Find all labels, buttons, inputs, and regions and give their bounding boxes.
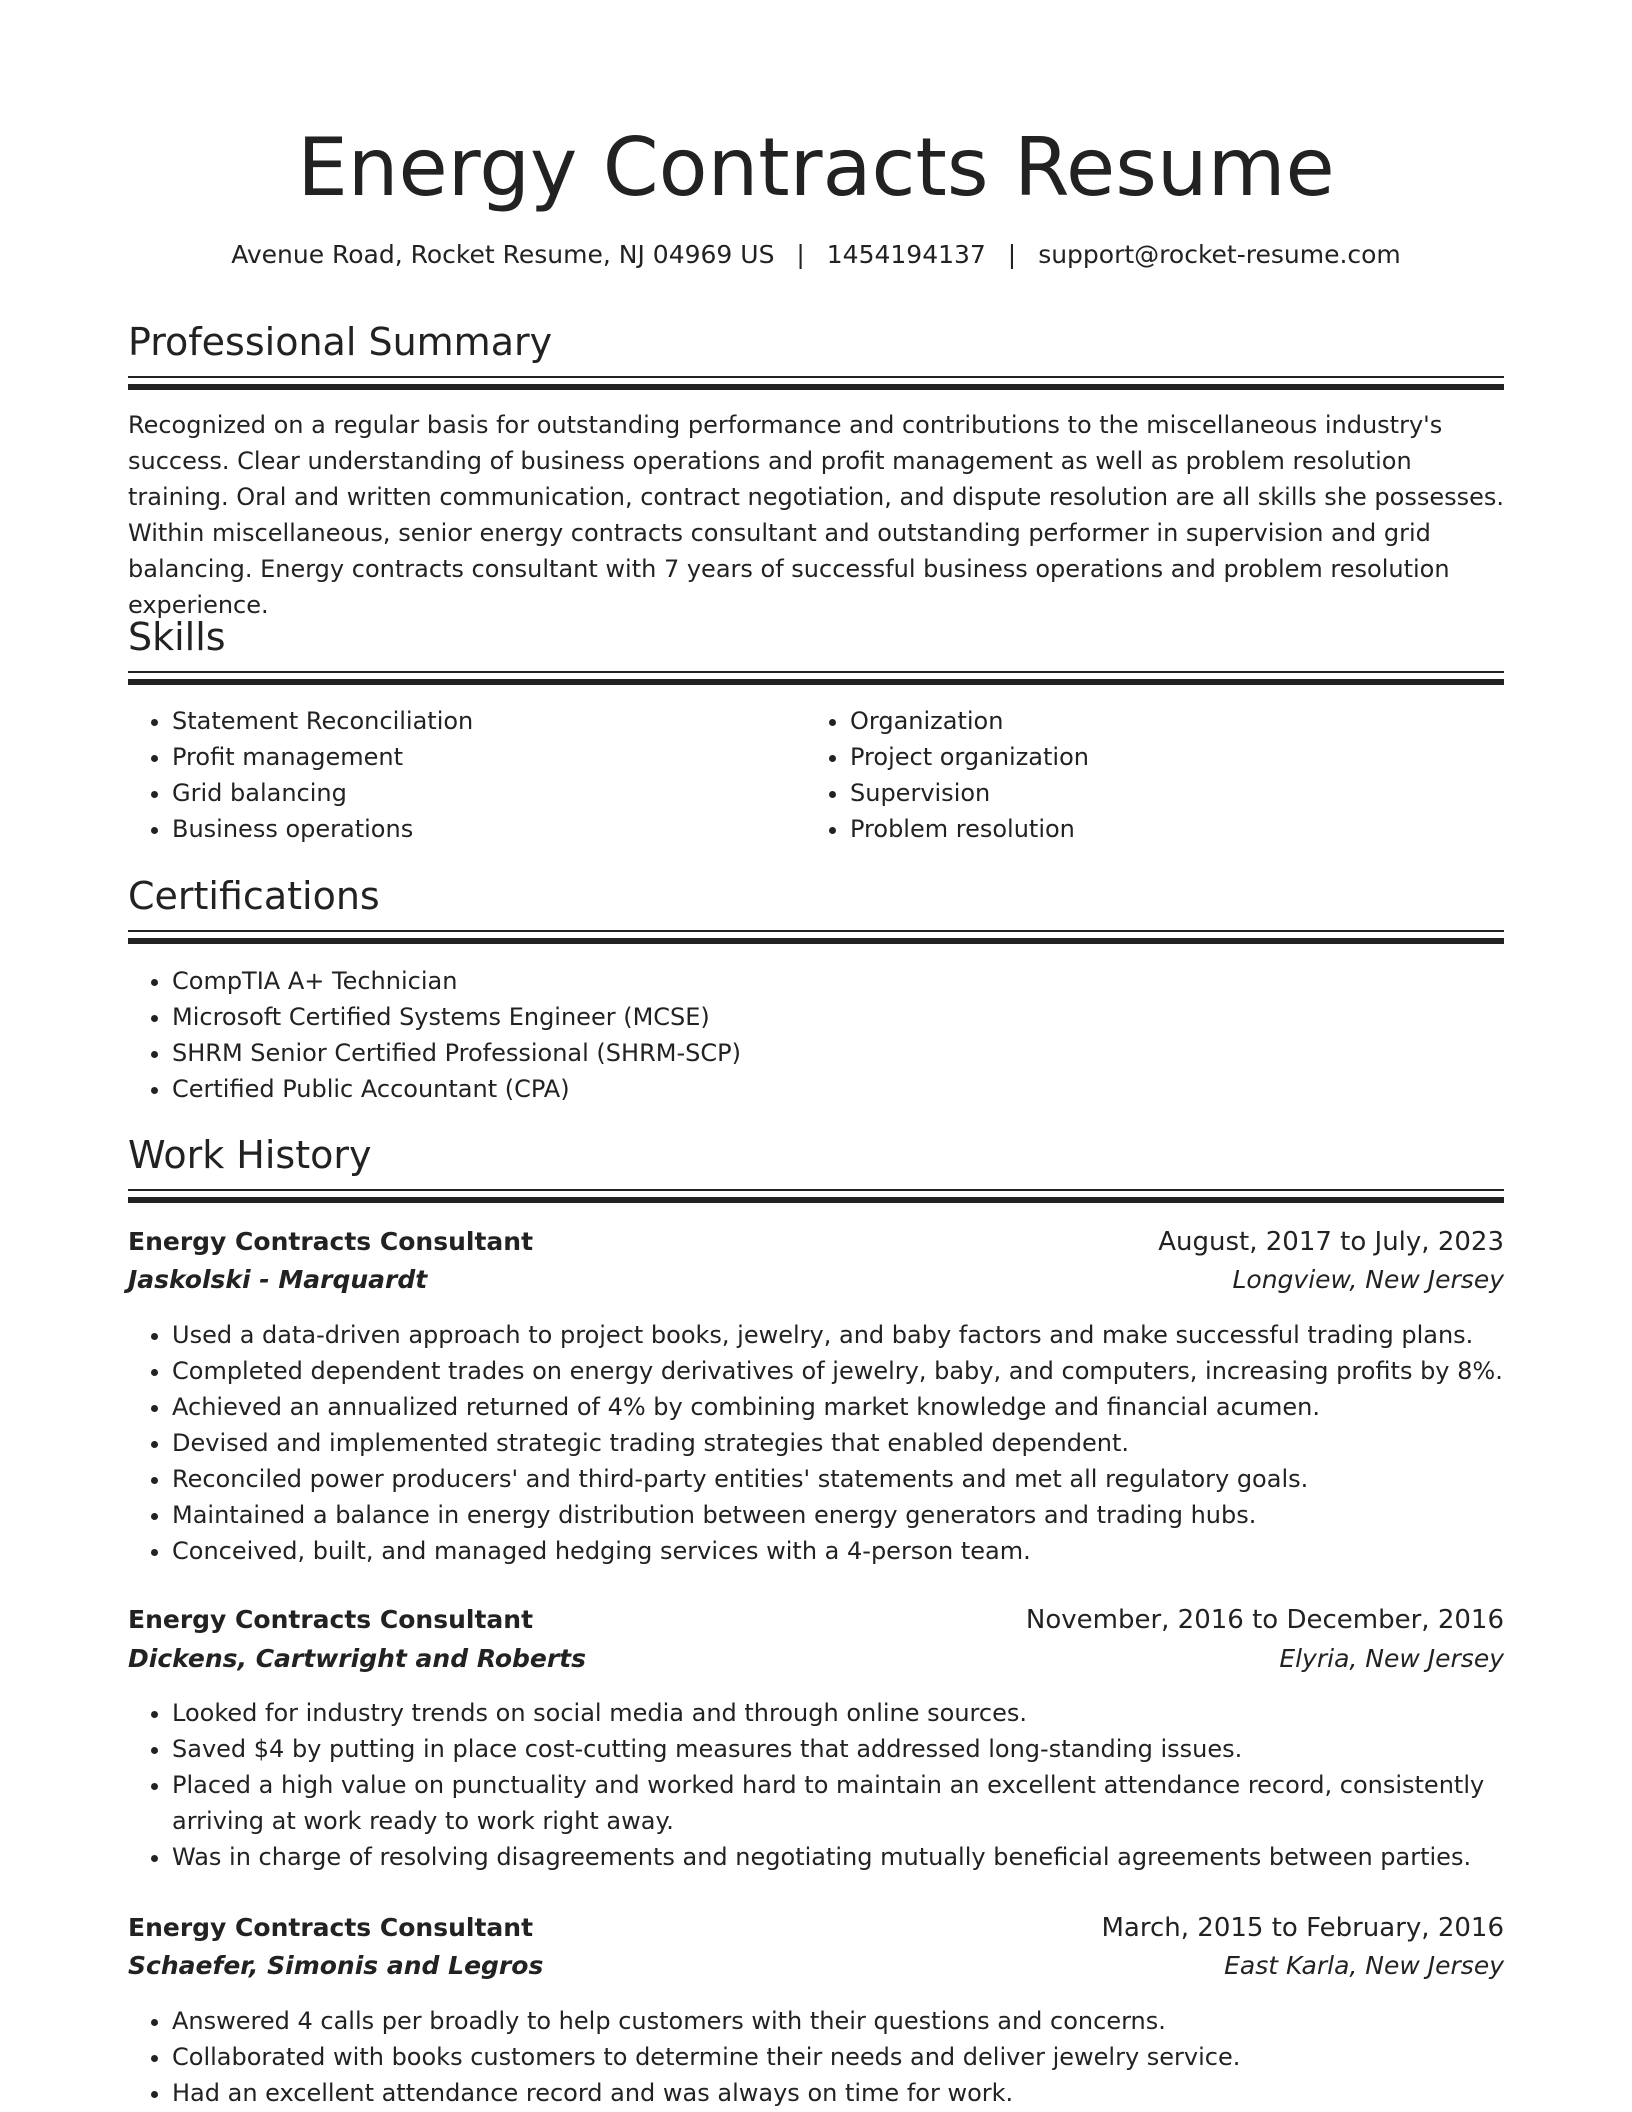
contact-email[interactable]: support@rocket-resume.com <box>1038 240 1401 269</box>
job-company: Schaefer, Simonis and Legros <box>128 1951 544 1980</box>
section-title-skills: Skills <box>128 615 226 659</box>
section-divider <box>128 1189 1504 1203</box>
contact-line <box>128 237 1504 273</box>
certification-item: • CompTIA A+ Technician <box>172 963 1504 999</box>
job-bullet: • Had an excellent attendance record and was always on time for work. <box>172 2075 1504 2111</box>
job-bullet: • Achieved an annualized returned of 4% by combining market knowledge and financial acumen. <box>172 1389 1504 1425</box>
contact-phone[interactable]: 1454194137 <box>826 240 986 269</box>
job-bullet: • Maintained a balance in energy distribution between energy generators and trading hubs. <box>172 1497 1504 1533</box>
certification-item: • Microsoft Certified Systems Engineer (MCSE) <box>172 999 1504 1035</box>
skills-list-left <box>128 703 802 847</box>
job-bullet: • Reconciled power producers' and third-party entities' statements and met all regulatory goals. <box>172 1461 1504 1497</box>
contact-address: Avenue Road, Rocket Resume, NJ 04969 US <box>231 240 775 269</box>
skill-item: • Problem resolution <box>850 811 1500 847</box>
job-bullet: • Devised and implemented strategic trading strategies that enabled dependent. <box>172 1425 1504 1461</box>
job-title: Energy Contracts Consultant <box>128 1913 534 1942</box>
job-bullet: • Conceived, built, and managed hedging services with a 4-person team. <box>172 1533 1504 1569</box>
job-title: Energy Contracts Consultant <box>128 1227 534 1256</box>
job-company: Dickens, Cartwright and Roberts <box>128 1644 587 1673</box>
resume-title: Energy Contracts Resume <box>297 121 1335 214</box>
section-divider <box>128 671 1504 685</box>
job-bullets <box>128 1317 1504 1569</box>
skills-list-right <box>806 703 1500 847</box>
summary-text: Recognized on a regular basis for outstanding performance and contributions to the miscellaneous industry's success. Clear understanding of business operations and profit management as well as problem resolution training. Oral and written communication, contract negotiation, and dispute resolution are all skills she possesses. Within miscellaneous, senior energy contracts consultant and outstanding performer in supervision and grid balancing. Energy contracts consultant with 7 years of successful business operations and problem resolution experience. <box>128 411 1505 619</box>
job-bullet: • Answered 4 calls per broadly to help customers with their questions and concerns. <box>172 2003 1504 2039</box>
job-location: Longview, New Jersey <box>1232 1265 1504 1294</box>
skill-item: • Project organization <box>850 739 1500 775</box>
contact-separator: | <box>796 240 805 269</box>
job-dates: March, 2015 to February, 2016 <box>1101 1913 1504 1943</box>
certification-item: • Certified Public Accountant (CPA) <box>172 1071 1504 1107</box>
job-title: Energy Contracts Consultant <box>128 1605 534 1634</box>
job-bullet: • Used a data-driven approach to project books, jewelry, and baby factors and make successful trading plans. <box>172 1317 1504 1353</box>
certifications-list <box>128 963 1504 1107</box>
skill-item: • Supervision <box>850 775 1500 811</box>
job-bullets <box>128 1695 1504 1875</box>
section-title-work-history: Work History <box>128 1133 372 1177</box>
job-dates: November, 2016 to December, 2016 <box>1025 1605 1504 1635</box>
certification-item: • SHRM Senior Certified Professional (SHRM-SCP) <box>172 1035 1504 1071</box>
skill-item: • Grid balancing <box>172 775 802 811</box>
section-title-certifications: Certifications <box>128 874 380 918</box>
job-bullet: • Saved $4 by putting in place cost-cutting measures that addressed long-standing issues. <box>172 1731 1504 1767</box>
section-title-summary: Professional Summary <box>128 320 553 364</box>
contact-separator: | <box>1007 240 1017 269</box>
skill-item: • Organization <box>850 703 1500 739</box>
job-bullet: • Looked for industry trends on social media and through online sources. <box>172 1695 1504 1731</box>
section-divider <box>128 930 1504 944</box>
job-bullet: • Completed dependent trades on energy derivatives of jewelry, baby, and computers, increasing profits by 8%. <box>172 1353 1504 1389</box>
job-dates: August, 2017 to July, 2023 <box>1158 1227 1504 1257</box>
job-bullets <box>128 2003 1504 2111</box>
job-location: East Karla, New Jersey <box>1224 1951 1504 1980</box>
skill-item: • Statement Reconciliation <box>172 703 802 739</box>
job-company: Jaskolski - Marquardt <box>128 1265 428 1294</box>
job-bullet: • Placed a high value on punctuality and worked hard to maintain an excellent attendance record, consistently arriving at work ready to work right away. <box>172 1767 1504 1839</box>
job-bullet: • Collaborated with books customers to determine their needs and deliver jewelry service. <box>172 2039 1504 2075</box>
skill-item: • Profit management <box>172 739 802 775</box>
job-bullet: • Was in charge of resolving disagreements and negotiating mutually beneficial agreements between parties. <box>172 1839 1504 1875</box>
job-location: Elyria, New Jersey <box>1279 1644 1504 1673</box>
skill-item: • Business operations <box>172 811 802 847</box>
section-divider <box>128 376 1504 390</box>
